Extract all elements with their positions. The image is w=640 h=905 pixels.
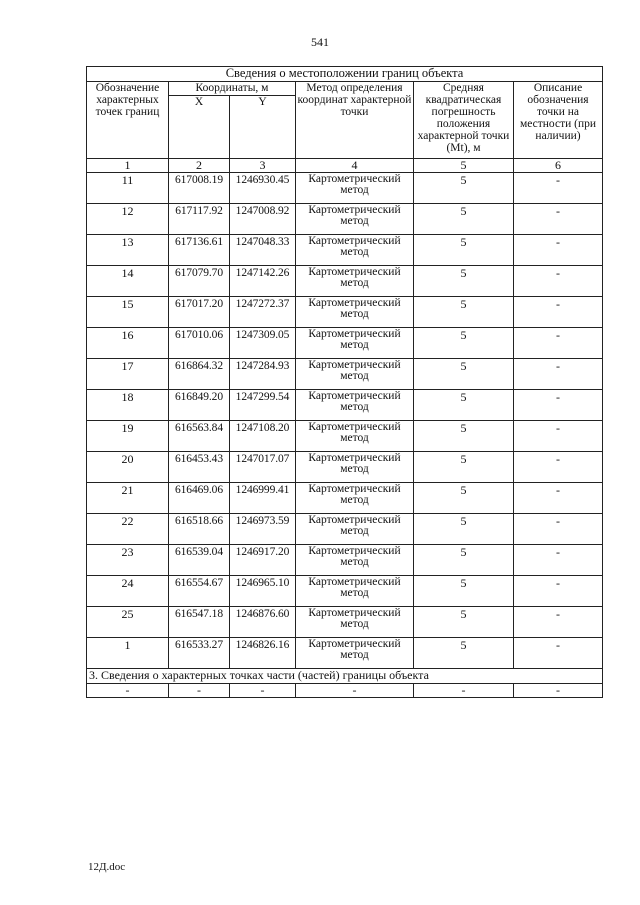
table-row: [87, 328, 603, 359]
description-cell: -: [514, 297, 603, 328]
accuracy-cell: 5: [414, 266, 514, 297]
section-title: 3. Сведения о характерных точках части (частей) границы объекта: [87, 669, 603, 684]
empty-cell: -: [230, 684, 296, 698]
x-coordinate-cell: 616849.20: [169, 390, 230, 421]
point-cell: 11: [87, 173, 169, 204]
table-row: [87, 173, 603, 204]
method-cell: Картометрический метод: [296, 297, 414, 328]
x-coordinate-cell: 617079.70: [169, 266, 230, 297]
accuracy-cell: 5: [414, 576, 514, 607]
header-accuracy: Средняя квадратическая погрешность положения характерной точки (Mt), м: [414, 82, 514, 159]
description-cell: -: [514, 576, 603, 607]
x-coordinate-cell: 616539.04: [169, 545, 230, 576]
point-cell: 16: [87, 328, 169, 359]
page-number: 541: [311, 35, 329, 49]
y-coordinate-cell: 1246999.41: [230, 483, 296, 514]
y-coordinate-cell: 1246876.60: [230, 607, 296, 638]
description-cell: -: [514, 638, 603, 669]
column-number: 2: [169, 159, 230, 173]
point-cell: 21: [87, 483, 169, 514]
point-cell: 13: [87, 235, 169, 266]
point-cell: 22: [87, 514, 169, 545]
x-coordinate-cell: 617008.19: [169, 173, 230, 204]
method-cell: Картометрический метод: [296, 607, 414, 638]
description-cell: -: [514, 452, 603, 483]
y-coordinate-cell: 1246973.59: [230, 514, 296, 545]
y-coordinate-cell: 1247299.54: [230, 390, 296, 421]
accuracy-cell: 5: [414, 483, 514, 514]
x-coordinate-cell: 616563.84: [169, 421, 230, 452]
accuracy-cell: 5: [414, 390, 514, 421]
method-cell: Картометрический метод: [296, 452, 414, 483]
description-cell: -: [514, 235, 603, 266]
method-cell: Картометрический метод: [296, 328, 414, 359]
empty-cell: -: [414, 684, 514, 698]
accuracy-cell: 5: [414, 452, 514, 483]
accuracy-cell: 5: [414, 328, 514, 359]
column-number: 5: [414, 159, 514, 173]
table-title: Сведения о местоположении границ объекта: [87, 67, 603, 82]
table-row: [87, 359, 603, 390]
x-coordinate-cell: 616864.32: [169, 359, 230, 390]
description-cell: -: [514, 421, 603, 452]
description-cell: -: [514, 328, 603, 359]
table-row: [87, 235, 603, 266]
x-coordinate-cell: 616533.27: [169, 638, 230, 669]
point-cell: 14: [87, 266, 169, 297]
description-cell: -: [514, 545, 603, 576]
empty-cell: -: [169, 684, 230, 698]
x-coordinate-cell: 616554.67: [169, 576, 230, 607]
y-coordinate-cell: 1247008.92: [230, 204, 296, 235]
table-row: [87, 576, 603, 607]
table-row: [87, 545, 603, 576]
description-cell: -: [514, 266, 603, 297]
table-row: [87, 390, 603, 421]
accuracy-cell: 5: [414, 514, 514, 545]
accuracy-cell: 5: [414, 235, 514, 266]
y-coordinate-cell: 1247284.93: [230, 359, 296, 390]
description-cell: -: [514, 173, 603, 204]
method-cell: Картометрический метод: [296, 514, 414, 545]
method-cell: Картометрический метод: [296, 204, 414, 235]
table-row: [87, 421, 603, 452]
accuracy-cell: 5: [414, 545, 514, 576]
description-cell: -: [514, 204, 603, 235]
y-coordinate-cell: 1247309.05: [230, 328, 296, 359]
point-cell: 20: [87, 452, 169, 483]
description-cell: -: [514, 607, 603, 638]
header-method: Метод определения координат характерной точки: [296, 82, 414, 159]
y-coordinate-cell: 1246917.20: [230, 545, 296, 576]
x-coordinate-cell: 616518.66: [169, 514, 230, 545]
y-coordinate-cell: 1247048.33: [230, 235, 296, 266]
accuracy-cell: 5: [414, 638, 514, 669]
column-number: 6: [514, 159, 603, 173]
point-cell: 25: [87, 607, 169, 638]
point-cell: 17: [87, 359, 169, 390]
footer-filename: 12Д.doc: [88, 861, 126, 873]
empty-cell: -: [514, 684, 603, 698]
table-row: [87, 638, 603, 669]
method-cell: Картометрический метод: [296, 638, 414, 669]
method-cell: Картометрический метод: [296, 545, 414, 576]
x-coordinate-cell: 617117.92: [169, 204, 230, 235]
description-cell: -: [514, 514, 603, 545]
accuracy-cell: 5: [414, 421, 514, 452]
y-coordinate-cell: 1246826.16: [230, 638, 296, 669]
y-coordinate-cell: 1247108.20: [230, 421, 296, 452]
x-coordinate-cell: 617136.61: [169, 235, 230, 266]
description-cell: -: [514, 483, 603, 514]
y-coordinate-cell: 1246965.10: [230, 576, 296, 607]
point-cell: 18: [87, 390, 169, 421]
method-cell: Картометрический метод: [296, 359, 414, 390]
point-cell: 15: [87, 297, 169, 328]
table-row: [87, 297, 603, 328]
x-coordinate-cell: 616547.18: [169, 607, 230, 638]
empty-cell: -: [296, 684, 414, 698]
column-numbers-row: [87, 159, 603, 173]
y-coordinate-cell: 1246930.45: [230, 173, 296, 204]
x-coordinate-cell: 617010.06: [169, 328, 230, 359]
accuracy-cell: 5: [414, 204, 514, 235]
y-coordinate-cell: 1247017.07: [230, 452, 296, 483]
header-coordinates: Координаты, м: [169, 82, 296, 96]
header-designation: Обозначение характерных точек границ: [87, 82, 169, 159]
table-row: [87, 483, 603, 514]
accuracy-cell: 5: [414, 297, 514, 328]
header-description: Описание обозначения точки на местности (при наличии): [514, 82, 603, 159]
table-row: [87, 266, 603, 297]
point-cell: 19: [87, 421, 169, 452]
column-number: 3: [230, 159, 296, 173]
description-cell: -: [514, 359, 603, 390]
header-x: X: [169, 96, 230, 159]
empty-table-row: [87, 684, 603, 698]
point-cell: 12: [87, 204, 169, 235]
empty-cell: -: [87, 684, 169, 698]
x-coordinate-cell: 617017.20: [169, 297, 230, 328]
boundary-points-table: [86, 66, 603, 698]
accuracy-cell: 5: [414, 359, 514, 390]
column-number: 4: [296, 159, 414, 173]
table-row: [87, 607, 603, 638]
table-row: [87, 514, 603, 545]
x-coordinate-cell: 616469.06: [169, 483, 230, 514]
x-coordinate-cell: 616453.43: [169, 452, 230, 483]
point-cell: 24: [87, 576, 169, 607]
method-cell: Картометрический метод: [296, 235, 414, 266]
method-cell: Картометрический метод: [296, 483, 414, 514]
point-cell: 23: [87, 545, 169, 576]
method-cell: Картометрический метод: [296, 421, 414, 452]
method-cell: Картометрический метод: [296, 266, 414, 297]
y-coordinate-cell: 1247142.26: [230, 266, 296, 297]
header-y: Y: [230, 96, 296, 159]
accuracy-cell: 5: [414, 607, 514, 638]
method-cell: Картометрический метод: [296, 390, 414, 421]
table-row: [87, 452, 603, 483]
accuracy-cell: 5: [414, 173, 514, 204]
point-cell: 1: [87, 638, 169, 669]
method-cell: Картометрический метод: [296, 173, 414, 204]
column-number: 1: [87, 159, 169, 173]
table-row: [87, 204, 603, 235]
method-cell: Картометрический метод: [296, 576, 414, 607]
description-cell: -: [514, 390, 603, 421]
y-coordinate-cell: 1247272.37: [230, 297, 296, 328]
